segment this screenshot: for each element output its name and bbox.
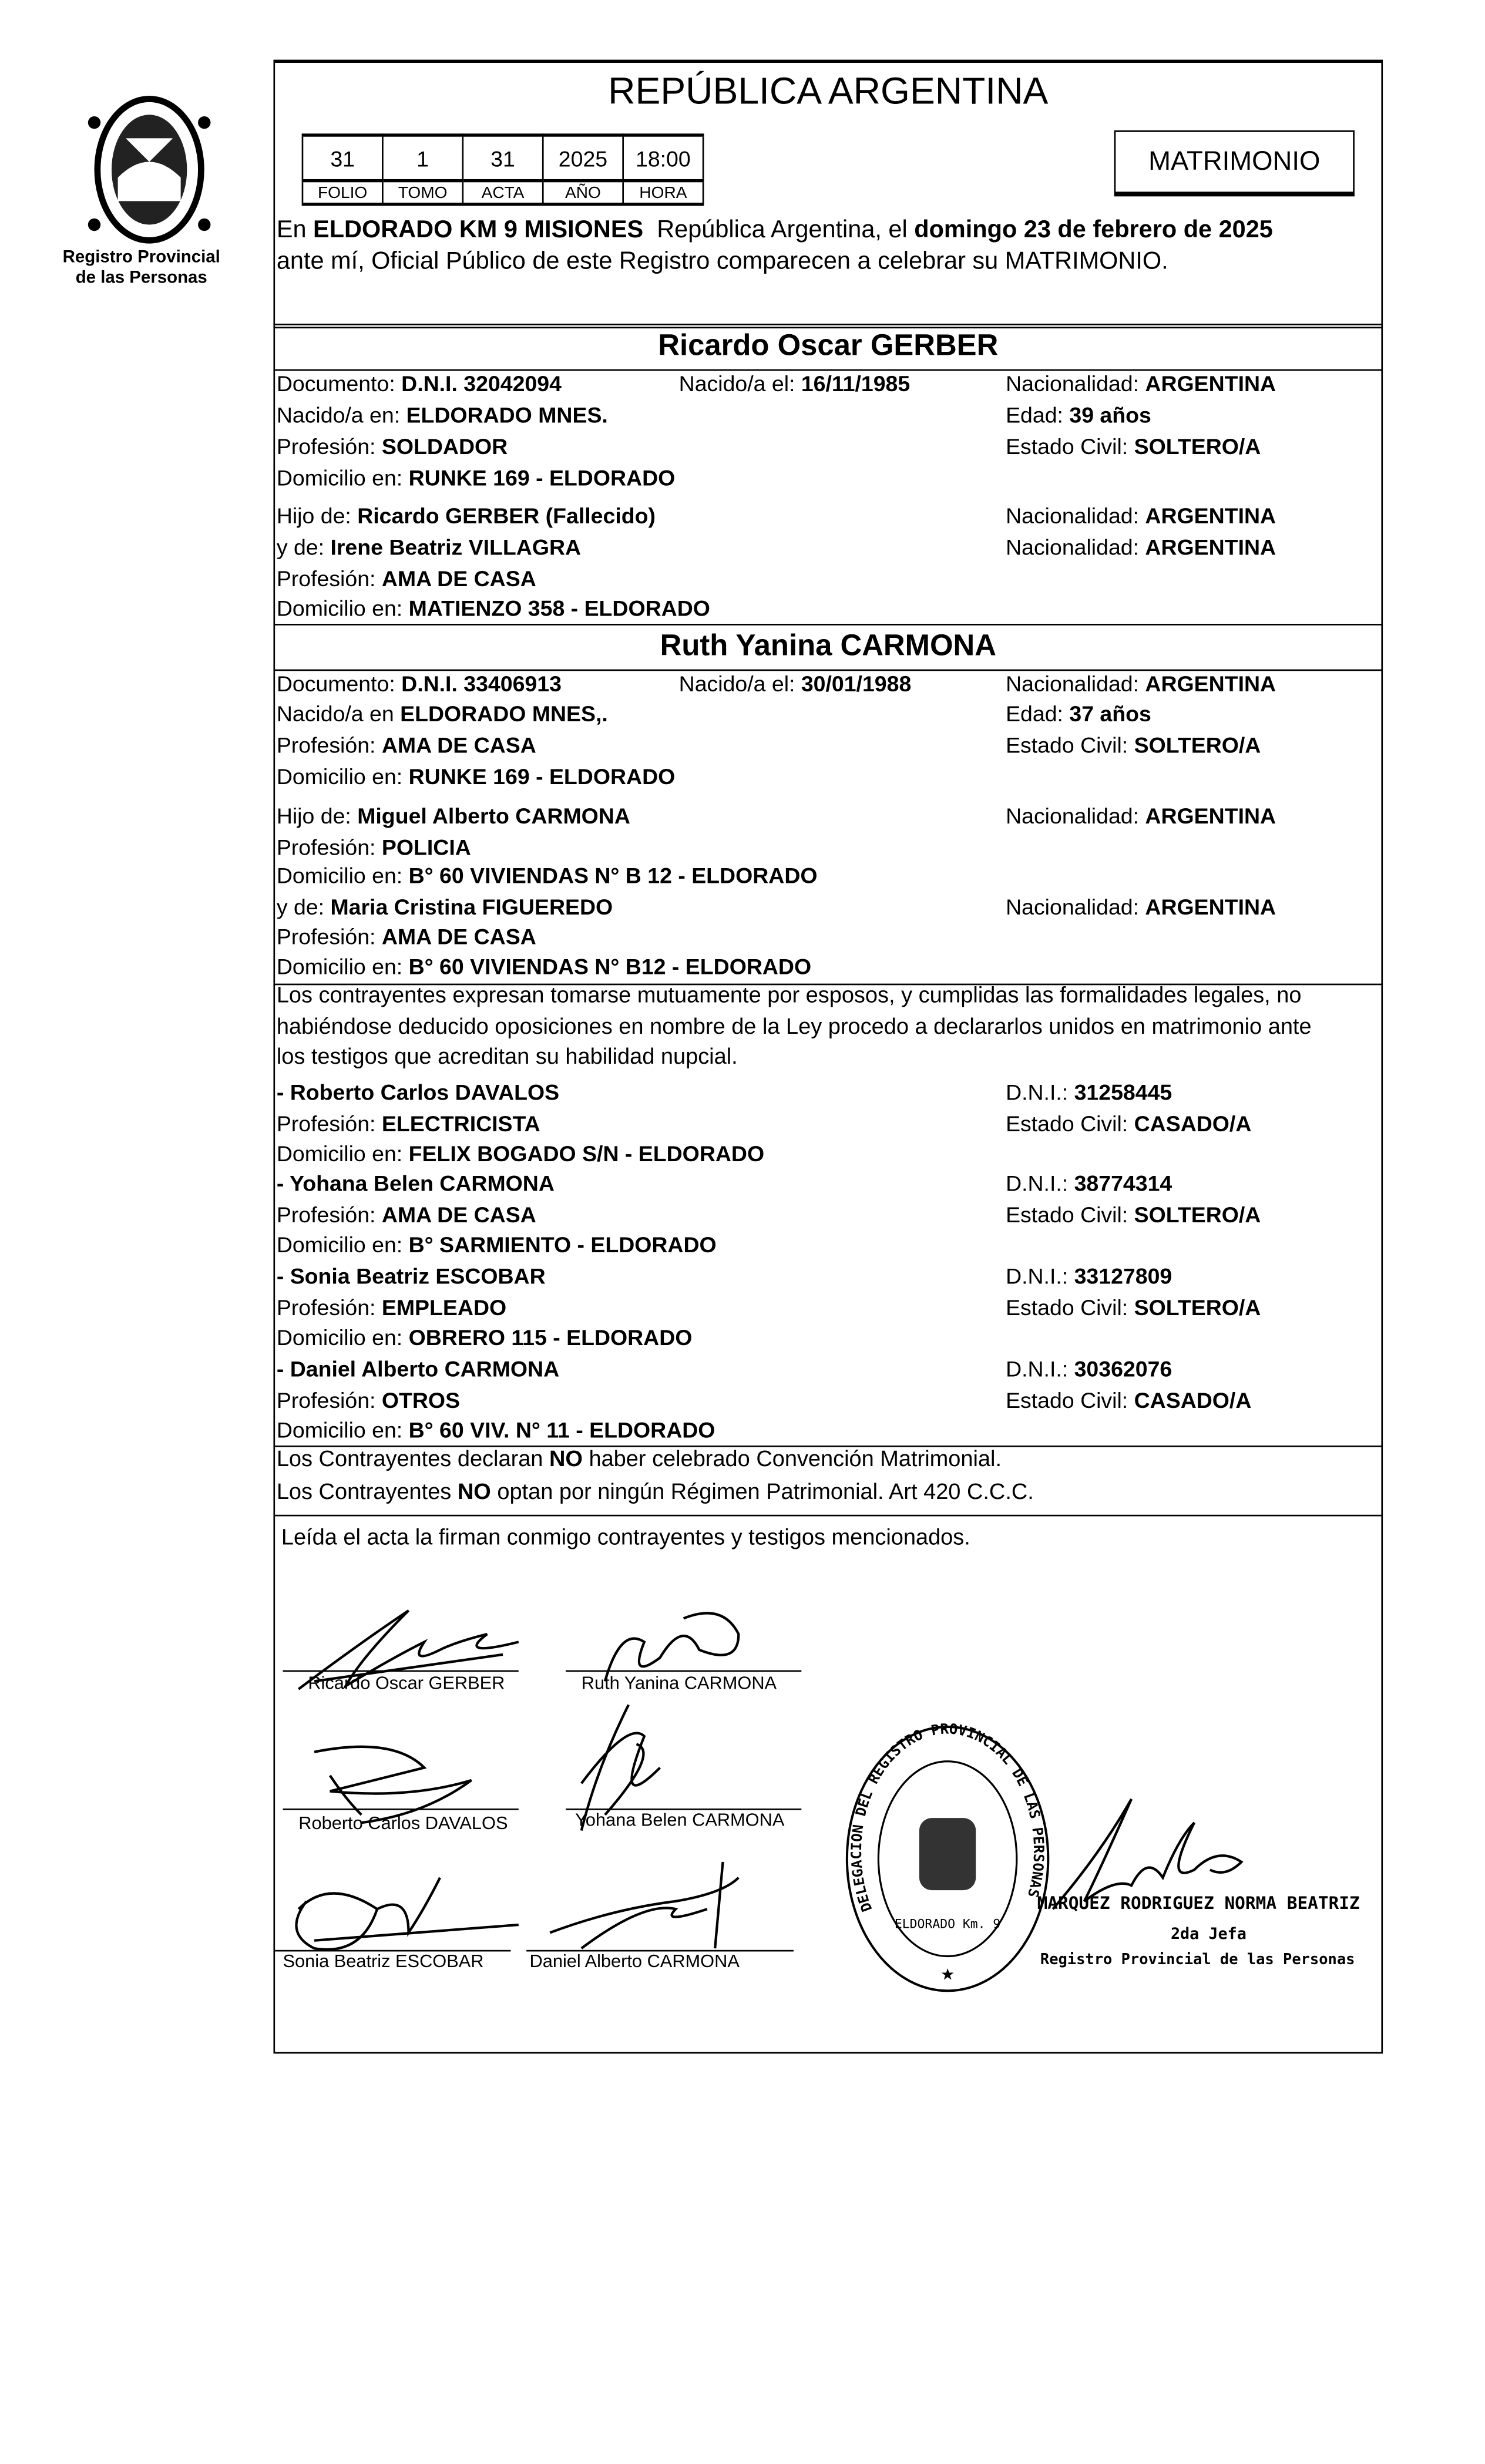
witness-address xyxy=(277,1141,764,1166)
field-label: Documento: xyxy=(276,671,402,697)
regime-text: optan por ningún Régimen Patrimonial. Art 420 C.C.C. xyxy=(490,1480,1034,1505)
field-value: SOLDADOR xyxy=(381,433,508,459)
folio-value: 31 xyxy=(303,135,382,181)
signature-label-spouse2: Ruth Yanina CARMONA xyxy=(581,1675,777,1694)
declaration-line-3: los testigos que acreditan su habilidad nupcial. xyxy=(276,1044,738,1070)
field-value: AMA DE CASA xyxy=(381,1201,536,1226)
field-value: 37 años xyxy=(1069,701,1151,726)
spouse1-field xyxy=(277,465,675,490)
province-seal-logo xyxy=(79,91,220,256)
acta-value: 31 xyxy=(463,135,543,181)
field-label: Nacionalidad: xyxy=(1006,503,1145,528)
stamp-outer-text: DELEGACION DEL REGISTRO PROVINCIAL DE LAS PERSONAS xyxy=(848,1720,1047,1914)
hora-value: 18:00 xyxy=(623,135,703,181)
field-label: Estado Civil: xyxy=(1006,433,1134,459)
witness-name xyxy=(277,1080,559,1105)
field-value: OBRERO 115 - ELDORADO xyxy=(408,1325,693,1350)
field-value: ARGENTINA xyxy=(1145,894,1276,919)
regime-no: NO xyxy=(549,1447,583,1473)
field-label: Profesión: xyxy=(276,923,382,949)
field-label: Domicilio en: xyxy=(276,595,409,621)
field-value: ELDORADO MNES,. xyxy=(400,701,608,726)
field-label: Domicilio en: xyxy=(276,465,409,490)
field-value: AMA DE CASA xyxy=(381,732,536,758)
witness-civil-status xyxy=(1006,1110,1251,1135)
signature-label-witness4: Daniel Alberto CARMONA xyxy=(529,1953,740,1972)
field-label: Profesión: xyxy=(276,834,382,860)
field-value: 33127809 xyxy=(1074,1263,1172,1289)
field-label: Nacido/a en xyxy=(276,701,401,726)
witness-profession xyxy=(277,1201,536,1226)
field-value: SOLTERO/A xyxy=(1134,433,1261,459)
record-number-table xyxy=(302,133,704,206)
field-label: D.N.I.: xyxy=(1006,1356,1074,1381)
intro-place: ELDORADO KM 9 MISIONES xyxy=(313,217,644,244)
spouse1-field xyxy=(1006,503,1276,528)
field-value: 16/11/1985 xyxy=(801,371,911,396)
field-value: D.N.I. 33406913 xyxy=(401,671,562,697)
spouse1-field xyxy=(277,596,710,621)
closing-text: Leída el acta la firman conmigo contrayentes y testigos mencionados. xyxy=(281,1525,970,1551)
field-value: 31258445 xyxy=(1074,1079,1172,1105)
field-label: Domicilio en: xyxy=(276,1141,409,1166)
spouse2-field xyxy=(277,732,536,758)
field-label: y de: xyxy=(276,534,331,560)
spouse1-field xyxy=(277,535,581,560)
field-label: Nacionalidad: xyxy=(1006,802,1145,828)
field-value: Irene Beatriz VILLAGRA xyxy=(330,534,582,560)
field-value: AMA DE CASA xyxy=(381,923,536,949)
field-label: Profesión: xyxy=(276,732,382,758)
field-value: SOLTERO/A xyxy=(1134,1201,1261,1226)
field-label: Domicilio en: xyxy=(276,764,409,789)
signature-label-witness2: Yohana Belen CARMONA xyxy=(575,1811,785,1831)
intro-line-1 xyxy=(277,217,1273,245)
witness-civil-status xyxy=(1006,1294,1261,1319)
spouse1-field xyxy=(1006,402,1151,428)
spouse2-field xyxy=(277,954,811,979)
field-value: D.N.I. 32042094 xyxy=(401,371,562,396)
field-value: B° 60 VIV. N° 11 - ELDORADO xyxy=(408,1417,715,1443)
witness-address xyxy=(277,1232,717,1257)
signature-spouse2 xyxy=(605,1613,738,1681)
field-label: Domicilio en: xyxy=(276,1232,409,1258)
field-value: ARGENTINA xyxy=(1145,802,1276,828)
field-value: SOLTERO/A xyxy=(1134,732,1261,758)
spouse2-field xyxy=(1006,732,1261,758)
field-label: Domicilio en: xyxy=(276,1325,409,1350)
field-value: FELIX BOGADO S/N - ELDORADO xyxy=(408,1141,765,1166)
anio-label: AÑO xyxy=(543,181,623,204)
field-value: 38774314 xyxy=(1074,1170,1172,1196)
regime-no: NO xyxy=(457,1480,491,1505)
field-label: Nacionalidad: xyxy=(1006,371,1145,396)
signature-spouse1 xyxy=(298,1611,519,1689)
field-label: Estado Civil: xyxy=(1006,1110,1134,1135)
witness-profession xyxy=(277,1110,540,1135)
record-type-box xyxy=(1114,130,1355,196)
signature-witness4 xyxy=(550,1862,738,1948)
stamp-star-icon: ★ xyxy=(940,1965,955,1984)
witness-civil-status xyxy=(1006,1201,1261,1226)
stamp-inner-text: ELDORADO Km. 9 xyxy=(894,1917,1001,1932)
field-value: ARGENTINA xyxy=(1145,371,1276,396)
regime-text: haber celebrado Convención Matrimonial. xyxy=(582,1447,1002,1473)
field-value: RUNKE 169 - ELDORADO xyxy=(408,465,676,490)
witness-name xyxy=(277,1171,555,1196)
handwritten-signatures xyxy=(267,1595,833,1972)
spouse1-field xyxy=(1006,371,1276,396)
record-type: MATRIMONIO xyxy=(1148,146,1321,176)
spouse2-field xyxy=(277,863,818,888)
folio-label: FOLIO xyxy=(303,181,382,204)
field-label: y de: xyxy=(276,894,331,919)
field-label: Estado Civil: xyxy=(1006,732,1134,758)
spouse2-field xyxy=(277,764,675,789)
field-value: CASADO/A xyxy=(1134,1110,1252,1135)
field-value: - Yohana Belen CARMONA xyxy=(276,1170,555,1196)
spouse2-field xyxy=(277,671,562,696)
anio-value: 2025 xyxy=(543,135,623,181)
spouse1-field xyxy=(679,371,911,396)
spouse1-name: Ricardo Oscar GERBER xyxy=(658,330,999,363)
spouse1-field xyxy=(277,402,608,428)
witness-profession xyxy=(277,1387,460,1412)
witness-name xyxy=(277,1356,559,1381)
divider xyxy=(273,624,1383,626)
field-label: D.N.I.: xyxy=(1006,1079,1074,1105)
witness-profession xyxy=(277,1294,506,1319)
spouse2-field xyxy=(679,671,912,696)
witness-dni xyxy=(1006,1356,1172,1381)
field-label: D.N.I.: xyxy=(1006,1263,1074,1289)
official-office: Registro Provincial de las Personas xyxy=(1040,1951,1355,1969)
regime-text: Los Contrayentes declaran xyxy=(276,1447,549,1473)
regime-line-2 xyxy=(277,1480,1034,1505)
field-value: MATIENZO 358 - ELDORADO xyxy=(408,595,710,621)
tomo-label: TOMO xyxy=(382,181,462,204)
signature-label-spouse1: Ricardo Oscar GERBER xyxy=(308,1675,505,1694)
spouse2-field xyxy=(1006,671,1276,696)
page-title: REPÚBLICA ARGENTINA xyxy=(608,70,1049,113)
field-label: Estado Civil: xyxy=(1006,1201,1134,1226)
field-label: Nacido/a en: xyxy=(276,402,406,428)
signature-witness3 xyxy=(296,1878,518,1949)
witness-dni xyxy=(1006,1263,1172,1289)
field-label: Documento: xyxy=(276,371,402,396)
field-label: Profesión: xyxy=(276,566,382,591)
field-value: B° 60 VIVIENDAS N° B 12 - ELDORADO xyxy=(408,862,818,888)
signature-label-witness1: Roberto Carlos DAVALOS xyxy=(298,1814,508,1834)
field-value: EMPLEADO xyxy=(381,1293,507,1319)
field-label: Hijo de: xyxy=(276,802,358,828)
field-value: 39 años xyxy=(1069,402,1151,428)
field-label: Domicilio en: xyxy=(276,953,409,979)
field-label: Nacionalidad: xyxy=(1006,534,1145,560)
field-value: ELDORADO MNES. xyxy=(406,402,608,428)
signature-witness1 xyxy=(314,1747,472,1823)
intro-text: En xyxy=(276,217,314,244)
field-value: Miguel Alberto CARMONA xyxy=(357,802,630,828)
official-title: 2da Jefa xyxy=(1170,1926,1247,1944)
divider xyxy=(273,324,1383,328)
field-value: Maria Cristina FIGUEREDO xyxy=(330,894,613,919)
intro-text: República Argentina, el xyxy=(643,217,915,244)
declaration-line-1: Los contrayentes expresan tomarse mutuamente por esposos, y cumplidas las formalidades legales, no xyxy=(276,983,1302,1009)
field-value: ARGENTINA xyxy=(1145,671,1276,697)
spouse2-field xyxy=(277,924,536,949)
field-label: Edad: xyxy=(1006,402,1070,428)
witness-address xyxy=(277,1417,715,1443)
field-value: AMA DE CASA xyxy=(381,566,536,591)
field-label: Profesión: xyxy=(276,1386,382,1412)
field-label: Hijo de: xyxy=(276,503,358,528)
field-value: ARGENTINA xyxy=(1145,503,1276,528)
field-label: Profesión: xyxy=(276,433,382,459)
field-value: SOLTERO/A xyxy=(1134,1293,1261,1319)
field-value: ELECTRICISTA xyxy=(381,1110,540,1135)
regime-line-1 xyxy=(277,1447,1002,1473)
field-value: Ricardo GERBER (Fallecido) xyxy=(357,503,656,528)
logo-caption-line1: Registro Provincial xyxy=(62,248,220,267)
signature-witness2 xyxy=(582,1705,660,1830)
witness-dni xyxy=(1006,1080,1172,1105)
stamp-emblem-icon xyxy=(919,1818,976,1890)
field-label: Profesión: xyxy=(276,1201,382,1226)
intro-line-2: ante mí, Oficial Público de este Registro comparecen a celebrar su MATRIMONIO. xyxy=(276,248,1168,275)
spouse2-field xyxy=(1006,701,1151,726)
spouse1-field xyxy=(1006,433,1261,459)
field-label: Nacido/a el: xyxy=(678,371,801,396)
field-label: Profesión: xyxy=(276,1293,382,1319)
official-name: MARQUEZ RODRIGUEZ NORMA BEATRIZ xyxy=(1037,1893,1360,1914)
spouse2-field xyxy=(277,701,608,726)
field-value: OTROS xyxy=(381,1386,461,1412)
field-value: - Roberto Carlos DAVALOS xyxy=(276,1079,560,1105)
field-value: - Daniel Alberto CARMONA xyxy=(276,1356,560,1381)
regime-text: Los Contrayentes xyxy=(276,1480,458,1505)
field-label: Domicilio en: xyxy=(276,1417,409,1443)
field-label: Profesión: xyxy=(276,1110,382,1135)
divider xyxy=(273,1515,1383,1517)
logo-caption-line2: de las Personas xyxy=(75,268,207,288)
spouse2-name: Ruth Yanina CARMONA xyxy=(660,630,996,663)
spouse2-field xyxy=(277,803,630,828)
official-stamp xyxy=(838,1720,1058,1995)
spouse1-field xyxy=(1006,535,1276,560)
tomo-value: 1 xyxy=(382,135,462,181)
field-label: Domicilio en: xyxy=(276,862,409,888)
spouse2-field xyxy=(1006,803,1276,828)
intro-date: domingo 23 de febrero de 2025 xyxy=(914,217,1273,244)
field-value: 30/01/1988 xyxy=(801,671,912,697)
signature-label-witness3: Sonia Beatriz ESCOBAR xyxy=(283,1953,484,1972)
spouse1-field xyxy=(277,503,656,528)
spouse1-field xyxy=(277,371,562,396)
field-value: POLICIA xyxy=(381,834,471,860)
spouse2-field xyxy=(277,894,613,919)
field-label: Estado Civil: xyxy=(1006,1386,1134,1412)
field-value: ARGENTINA xyxy=(1145,534,1276,560)
field-label: Nacido/a el: xyxy=(678,671,801,697)
witness-address xyxy=(277,1325,693,1350)
acta-label: ACTA xyxy=(463,181,543,204)
witness-dni xyxy=(1006,1171,1172,1196)
field-label: Estado Civil: xyxy=(1006,1293,1134,1319)
spouse2-field xyxy=(1006,894,1276,919)
spouse1-field xyxy=(277,566,536,591)
spouse1-field xyxy=(277,433,508,459)
field-label: D.N.I.: xyxy=(1006,1170,1074,1196)
field-value: - Sonia Beatriz ESCOBAR xyxy=(276,1263,546,1289)
witness-name xyxy=(277,1263,546,1289)
witness-civil-status xyxy=(1006,1387,1251,1412)
field-value: 30362076 xyxy=(1074,1356,1172,1381)
declaration-line-2: habiéndose deducido oposiciones en nombre de la Ley procedo a declararlos unidos en matrimonio ante xyxy=(276,1015,1312,1040)
field-value: B° SARMIENTO - ELDORADO xyxy=(408,1232,717,1258)
field-value: CASADO/A xyxy=(1134,1386,1252,1412)
field-label: Nacionalidad: xyxy=(1006,894,1145,919)
field-label: Edad: xyxy=(1006,701,1070,726)
field-label: Nacionalidad: xyxy=(1006,671,1145,697)
logo-caption xyxy=(47,248,236,290)
field-value: RUNKE 169 - ELDORADO xyxy=(408,764,676,789)
hora-label: HORA xyxy=(623,181,703,204)
field-value: B° 60 VIVIENDAS N° B12 - ELDORADO xyxy=(408,953,812,979)
spouse2-field xyxy=(277,834,471,859)
